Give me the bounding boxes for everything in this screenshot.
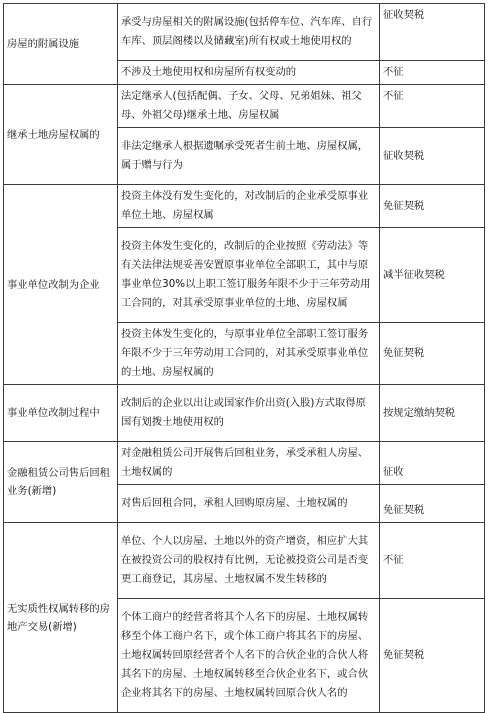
item-text-cell: 对金融租赁公司开展售后回租业务，承受承租人房屋、土地权属的 xyxy=(118,442,380,485)
item-text-cell: 个体工商户的经营者将其个人名下的房屋、土地权属转移至个体工商户名下，或个体工商户将其名下的房屋、土地权属转回原经营者个人名下的合伙企业的合伙人将其名下的房屋、土地权属转移至合伙企业名下，或合伙企业将其名下的房屋、土地权属转回原合伙人名的 xyxy=(118,599,380,713)
category-cell: 金融租赁公司售后回租业务(新增) xyxy=(4,442,118,523)
result-cell: 减半征收契税 xyxy=(380,228,485,323)
item-text-cell: 非法定继承人根据遗嘱承受死者生前土地、房屋权属，属于赠与行为 xyxy=(118,128,380,185)
result-cell: 按规定缴纳契税 xyxy=(380,385,485,442)
item-text-cell: 投资主体发生变化的，与原事业单位全部职工签订服务年限不少于三年劳动用工合同的，对其承受原事业单位的土地、房屋权属的 xyxy=(118,323,380,385)
item-text-cell: 对售后回租合同，承租人回购原房屋、土地权属的 xyxy=(118,485,380,523)
result-cell: 免征契税 xyxy=(380,485,485,523)
result-cell: 免征契税 xyxy=(380,599,485,713)
result-cell: 征收契税 xyxy=(380,128,485,185)
result-cell: 不征 xyxy=(380,61,485,85)
category-cell: 事业单位改制为企业 xyxy=(4,185,118,385)
item-text-cell: 改制后的企业以出让或国家作价出资(入股)方式取得原国有划拨土地使用权的 xyxy=(118,385,380,442)
item-text-cell: 法定继承人(包括配偶、子女、父母、兄弟姐妹、祖父母、外祖父母)继承土地、房屋权属 xyxy=(118,85,380,128)
result-cell: 不征 xyxy=(380,85,485,128)
table-row xyxy=(4,523,485,599)
item-text-cell: 投资主体没有发生变化的，对改制后的企业承受原事业单位土地、房屋权属 xyxy=(118,185,380,228)
deed-tax-table xyxy=(3,3,485,713)
result-cell: 不征 xyxy=(380,523,485,599)
category-cell: 无实质性权属转移的房地产交易(新增) xyxy=(4,523,118,713)
category-cell: 房屋的附属设施 xyxy=(4,4,118,85)
table-row xyxy=(4,185,485,228)
result-cell: 免征契税 xyxy=(380,185,485,228)
result-cell: 征收 xyxy=(380,442,485,485)
table-row xyxy=(4,385,485,442)
item-text-cell: 投资主体发生变化的，改制后的企业按照《劳动法》等有关法律法规妥善安置原事业单位全部职工，其中与原事业单位30%以上职工签订服务年限不少于三年劳动用工合同的，对其承受原事业单位的土地、房屋权属 xyxy=(118,228,380,323)
item-text-cell: 承受与房屋相关的附属设施(包括停车位、汽车库、自行车库、顶层阁楼以及储藏室)所有权或土地使用权的 xyxy=(118,4,380,61)
category-cell: 继承土地房屋权属的 xyxy=(4,85,118,185)
table-row xyxy=(4,4,485,61)
result-cell: 免征契税 xyxy=(380,323,485,385)
table-row xyxy=(4,442,485,485)
category-cell: 事业单位改制过程中 xyxy=(4,385,118,442)
item-text-cell: 单位、个人以房屋、土地以外的资产增资，相应扩大其在被投资公司的股权持有比例，无论被投资公司是否变更工商登记，其房屋、土地权属不发生转移的 xyxy=(118,523,380,599)
result-cell: 征收契税 xyxy=(380,4,485,61)
table-row xyxy=(4,85,485,128)
item-text-cell: 不涉及土地使用权和房屋所有权变动的 xyxy=(118,61,380,85)
